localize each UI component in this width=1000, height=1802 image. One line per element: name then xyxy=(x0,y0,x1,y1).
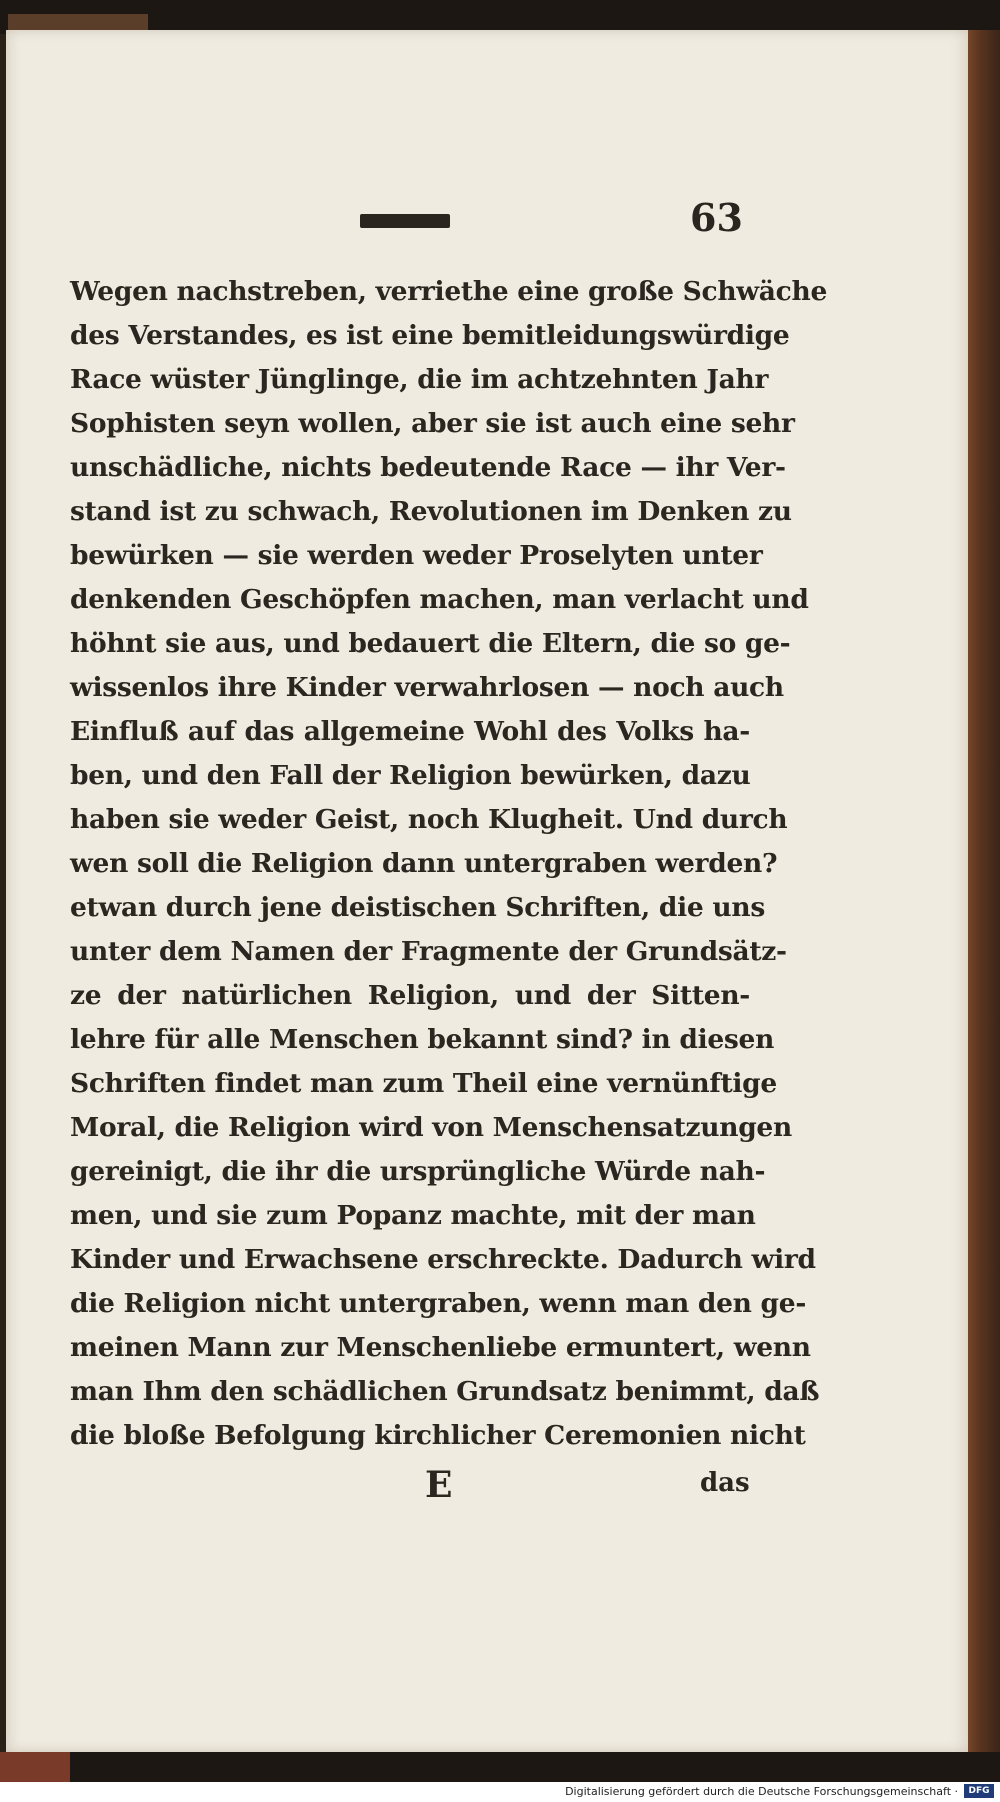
scan-top-border xyxy=(0,0,1000,34)
text-line: ben, und den Fall der Religion bewürken, dazu xyxy=(70,760,751,791)
text-line: denkenden Geschöpfen machen, man verlacht und xyxy=(70,584,809,615)
text-line: ze der natürlichen Religion, und der Sitten- xyxy=(70,980,750,1011)
text-line: man Ihm den schädlichen Grundsatz benimmt, daß xyxy=(70,1376,820,1407)
text-line: lehre für alle Menschen bekannt sind? in diesen xyxy=(70,1024,775,1055)
text-line: Wegen nachstreben, verriethe eine große Schwäche xyxy=(70,276,828,307)
text-line: Kinder und Erwachsene erschreckte. Dadurch wird xyxy=(70,1244,816,1275)
text-line: des Verstandes, es ist eine bemitleidungswürdige xyxy=(70,320,790,351)
text-line: Moral, die Religion wird von Menschensatzungen xyxy=(70,1112,792,1143)
text-line: haben sie weder Geist, noch Klugheit. Und durch xyxy=(70,804,788,835)
text-line: Einfluß auf das allgemeine Wohl des Volks ha- xyxy=(70,716,750,747)
text-line: wissenlos ihre Kinder verwahrlosen — noch auch xyxy=(70,672,784,703)
catchword: das xyxy=(700,1468,750,1498)
text-line: gereinigt, die ihr die ursprüngliche Würde nah- xyxy=(70,1156,766,1187)
text-line: meinen Mann zur Menschenliebe ermuntert, wenn xyxy=(70,1332,811,1363)
text-line: Race wüster Jünglinge, die im achtzehnten Jahr xyxy=(70,364,769,395)
scan-bottom-border xyxy=(0,1752,1000,1782)
dfg-logo: DFG xyxy=(964,1784,994,1798)
body-text xyxy=(70,270,828,1458)
binding-ribbon-bottom xyxy=(0,1752,70,1782)
text-line: die Religion nicht untergraben, wenn man den ge- xyxy=(70,1288,807,1319)
text-line: stand ist zu schwach, Revolutionen im Denken zu xyxy=(70,496,792,527)
header-ornament-rule xyxy=(360,214,450,228)
funding-credit: Digitalisierung gefördert durch die Deutsche Forschungsgemeinschaft · xyxy=(565,1785,958,1798)
text-line: Sophisten seyn wollen, aber sie ist auch eine sehr xyxy=(70,408,795,439)
text-line: etwan durch jene deistischen Schriften, die uns xyxy=(70,892,765,923)
text-line: höhnt sie aus, und bedauert die Eltern, die so ge- xyxy=(70,628,791,659)
text-line: men, und sie zum Popanz machte, mit der man xyxy=(70,1200,756,1231)
book-spine-edge xyxy=(966,30,1000,1752)
digitization-footer xyxy=(0,1782,1000,1802)
signature-mark: E xyxy=(425,1464,453,1506)
text-line: bewürken — sie werden weder Proselyten unter xyxy=(70,540,763,571)
text-line: wen soll die Religion dann untergraben werden? xyxy=(70,848,778,879)
page-number: 63 xyxy=(690,195,743,240)
binding-ribbon xyxy=(8,14,148,30)
text-line: Schriften findet man zum Theil eine vernünftige xyxy=(70,1068,777,1099)
text-line: unschädliche, nichts bedeutende Race — ihr Ver- xyxy=(70,452,786,483)
text-line: unter dem Namen der Fragmente der Grundsätz- xyxy=(70,936,787,967)
text-line: die bloße Befolgung kirchlicher Ceremonien nicht xyxy=(70,1420,806,1451)
